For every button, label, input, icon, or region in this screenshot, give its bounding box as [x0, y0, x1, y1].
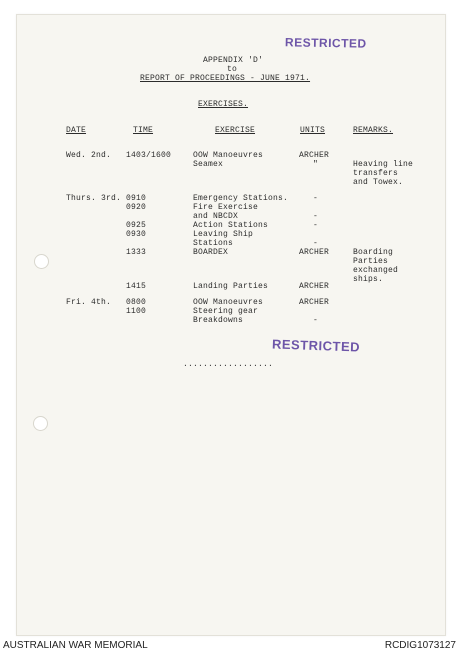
row-time: 0920	[126, 203, 147, 212]
row-remarks: Heaving line	[353, 160, 414, 169]
punch-hole-bottom	[33, 416, 48, 431]
row-exercise: Stations	[193, 239, 234, 248]
restricted-stamp-bottom: RESTRICTED	[271, 336, 361, 355]
row-time: 0925	[126, 221, 147, 230]
row-units: "	[313, 160, 319, 169]
row-units: ARCHER	[299, 298, 330, 307]
row-time: 1100	[126, 307, 147, 316]
row-units: ARCHER	[299, 282, 330, 291]
row-exercise: OOW Manoeuvres	[193, 298, 264, 307]
row-exercise: Leaving Ship	[193, 230, 254, 239]
row-time: 1403/1600	[126, 151, 172, 160]
row-units: -	[313, 194, 319, 203]
appendix-to: to	[227, 65, 238, 74]
row-units: -	[313, 316, 319, 325]
row-time: 0930	[126, 230, 147, 239]
row-remarks: and Towex.	[353, 178, 404, 187]
row-exercise: Seamex	[193, 160, 224, 169]
row-remarks: Parties	[353, 257, 389, 266]
column-header-date: DATE	[66, 126, 87, 135]
row-date: Wed. 2nd.	[66, 151, 112, 160]
appendix-title: APPENDIX 'D'	[203, 56, 264, 65]
restricted-stamp-top: RESTRICTED	[284, 35, 367, 51]
row-date: Fri. 4th.	[66, 298, 112, 307]
row-remarks: exchanged	[353, 266, 399, 275]
row-exercise: Emergency Stations.	[193, 194, 289, 203]
row-units: ARCHER	[299, 248, 330, 257]
row-units: ARCHER	[299, 151, 330, 160]
row-units: -	[313, 212, 319, 221]
row-time: 0800	[126, 298, 147, 307]
column-header-remarks: REMARKS.	[353, 126, 394, 135]
row-date: Thurs. 3rd.	[66, 194, 122, 203]
report-title: REPORT OF PROCEEDINGS - JUNE 1971.	[140, 74, 311, 83]
exercises-subtitle: EXERCISES.	[198, 100, 249, 109]
row-remarks: ships.	[353, 275, 384, 284]
row-time: 1333	[126, 248, 147, 257]
row-remarks: transfers	[353, 169, 399, 178]
row-exercise: Breakdowns	[193, 316, 244, 325]
row-remarks: Boarding	[353, 248, 394, 257]
column-header-time: TIME	[133, 126, 154, 135]
row-exercise: OOW Manoeuvres	[193, 151, 264, 160]
row-time: 0910	[126, 194, 147, 203]
end-dots: ..................	[183, 360, 274, 369]
row-units: -	[313, 221, 319, 230]
row-time: 1415	[126, 282, 147, 291]
row-units: -	[313, 239, 319, 248]
row-exercise: Landing Parties	[193, 282, 269, 291]
footer-reference: RCDIG1073127	[384, 640, 456, 651]
row-exercise: and NBCDX	[193, 212, 239, 221]
footer-source: AUSTRALIAN WAR MEMORIAL	[3, 640, 148, 651]
column-header-units: UNITS	[300, 126, 326, 135]
punch-hole-top	[34, 254, 49, 269]
row-exercise: Steering gear	[193, 307, 259, 316]
column-header-exercise: EXERCISE	[215, 126, 256, 135]
row-exercise: Action Stations	[193, 221, 269, 230]
row-exercise: Fire Exercise	[193, 203, 259, 212]
row-exercise: BOARDEX	[193, 248, 229, 257]
